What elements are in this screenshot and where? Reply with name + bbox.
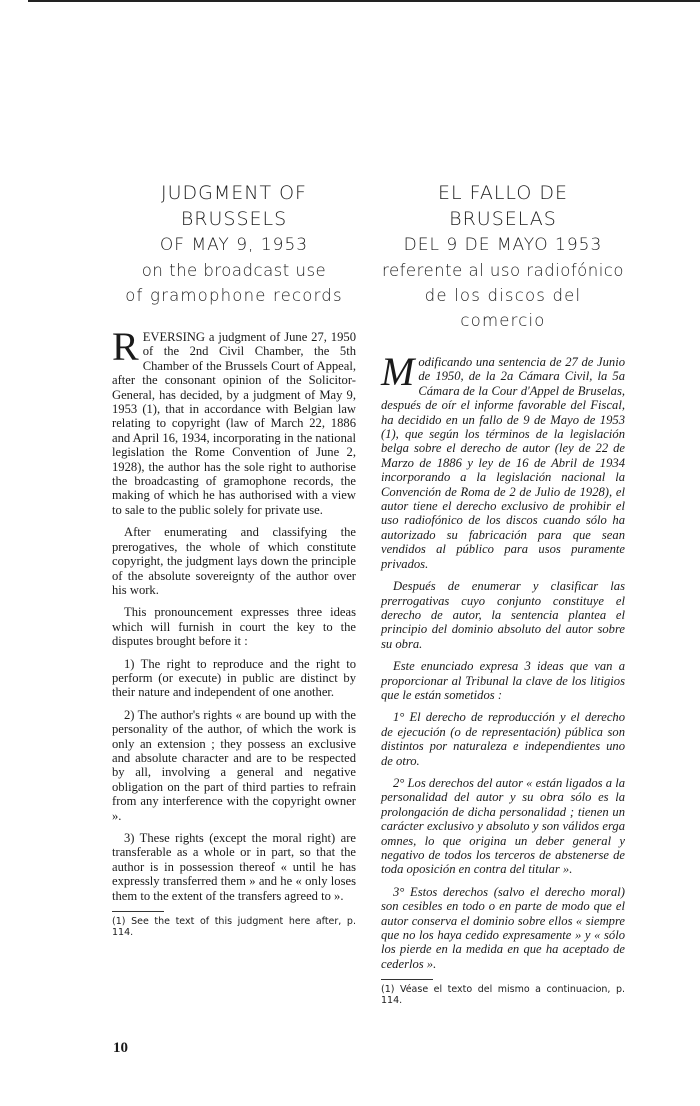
english-footnote-rule bbox=[112, 911, 164, 912]
english-heading bbox=[112, 180, 356, 308]
spanish-body bbox=[381, 349, 625, 1007]
spanish-paragraph-2: Después de enumerar y clasificar las prerrogativas cuyo conjunto constituye el derecho de autor, la sentencia plantea el principio del dominio absoluto del autor sobre su obra. bbox=[381, 579, 625, 651]
spanish-paragraph-5: 2° Los derechos del autor « están ligados a la personalidad del autor y su obra sólo es la prolongación de dicha personalidad ; tienen un carácter exclusivo y absoluto y son válidos erga omnes, lo que origina un deber general y negativo de todos los terceros de abstenerse de toda oposición en contra del titular ». bbox=[381, 775, 625, 877]
top-rule bbox=[28, 0, 700, 2]
spanish-paragraph-1 bbox=[381, 349, 625, 571]
english-first-word: EVERSING bbox=[142, 330, 205, 344]
spanish-title-line-2: DEL 9 DE MAYO 1953 bbox=[403, 235, 603, 255]
spanish-title-line-1: EL FALLO DE BRUSELAS bbox=[438, 182, 568, 230]
spanish-paragraph-1-text: odificando una sentencia de 27 de Junio de 1950, de la 2a Cámara Civil, la 5a Cámara de la Cour d'Appel de Bruselas, después de oír el informe favorable del Fiscal, ha decidido en un fallo de 9 de Mayo de 1953 (1), que según los términos de la legislación belga sobre el derecho de autor (ley de 22 de Marzo de 1886 y ley de 16 de Abril de 1934 incorporando a la legislación nacional la Convención de Roma de 2 de Julio de 1928), el autor tiene el derecho exclusivo de prohibir el uso radiofónico de los discos cuando sólo ha autorizado su fabricación para que sean vendidos al público para usos puramente privados. bbox=[381, 355, 625, 571]
english-paragraph-1-text: a judgment of June 27, 1950 of the 2nd Civil Chamber, the 5th Chamber of the Brussels Court of Appeal, after the consonant opinion of the Solicitor-General, has decided, by a judgment of May 9, 1953 (1), that in accordance with Belgian law relating to copyright (law of March 22, 1886 and April 16, 1934, incorporating in the national legislation the Rome Convention of June 2, 1928), the author has the sole right to authorise the broadcasting of gramophone records, the making of which he has authorised with a view to sale to the public solely for private use. bbox=[112, 330, 356, 517]
english-title-line-1: JUDGMENT OF BRUSSELS bbox=[160, 182, 307, 230]
english-title-line-3: on the broadcast use bbox=[141, 261, 327, 280]
page-number: 10 bbox=[113, 1040, 128, 1056]
english-title-line-4: of gramophone records bbox=[125, 286, 343, 305]
spanish-paragraph-3: Este enunciado expresa 3 ideas que van a proporcionar al Tribunal la clave de los litigios que le están sometidos : bbox=[381, 659, 625, 702]
english-paragraph-5: 2) The author's rights « are bound up with the personality of the author, of which the work is only an extension ; they possess an exclusive and absolute character and are to be respected by all, involving a general and negative obligation on the part of third parties to refrain from any interference with the copyright owner ». bbox=[112, 707, 356, 823]
english-paragraph-1 bbox=[112, 324, 356, 517]
english-paragraph-6: 3) These rights (except the moral right) are transferable as a whole or in part, so that the author is in possession thereof « until he has expressly transferred them » and he « only loses them to the extent of the transfers agreed to ». bbox=[112, 831, 356, 903]
english-footnote: (1) See the text of this judgment here after, p. 114. bbox=[112, 916, 356, 939]
spanish-dropcap: M bbox=[381, 349, 415, 394]
spanish-title-line-3: referente al uso radiofónico bbox=[382, 261, 624, 280]
spanish-footnote-rule bbox=[381, 979, 433, 980]
english-dropcap: R bbox=[112, 324, 139, 369]
spanish-footnote: (1) Véase el texto del mismo a continuacion, p. 114. bbox=[381, 984, 625, 1007]
english-paragraph-3: This pronouncement expresses three ideas which will furnish in court the key to the disputes brought before it : bbox=[112, 605, 356, 649]
spanish-paragraph-4: 1° El derecho de reproducción y el derecho de ejecución (o de representación) pública son distintos por naturaleza e independientes uno de otro. bbox=[381, 710, 625, 768]
english-paragraph-4: 1) The right to reproduce and the right to perform (or execute) in public are distinct by their nature and independent of one another. bbox=[112, 656, 356, 700]
english-title-line-2: OF MAY 9, 1953 bbox=[159, 235, 309, 255]
spanish-column bbox=[381, 180, 625, 1006]
english-paragraph-2: After enumerating and classifying the prerogatives, the whole of which constitute copyright, the judgment lays down the principle of the absolute sovereignty of the author over his work. bbox=[112, 525, 356, 597]
spanish-paragraph-6: 3° Estos derechos (salvo el derecho moral) son cesibles en todo o en parte de modo que el autor conserva el dominio sobre ellos « siempre que no los haya cedido expresamente » y « sólo los pierde en la medida en que ha aceptado de cederlos ». bbox=[381, 884, 625, 971]
english-body bbox=[112, 324, 356, 939]
spanish-heading bbox=[381, 180, 625, 333]
spanish-title-line-4: de los discos del comercio bbox=[424, 286, 582, 330]
english-column bbox=[112, 180, 356, 938]
